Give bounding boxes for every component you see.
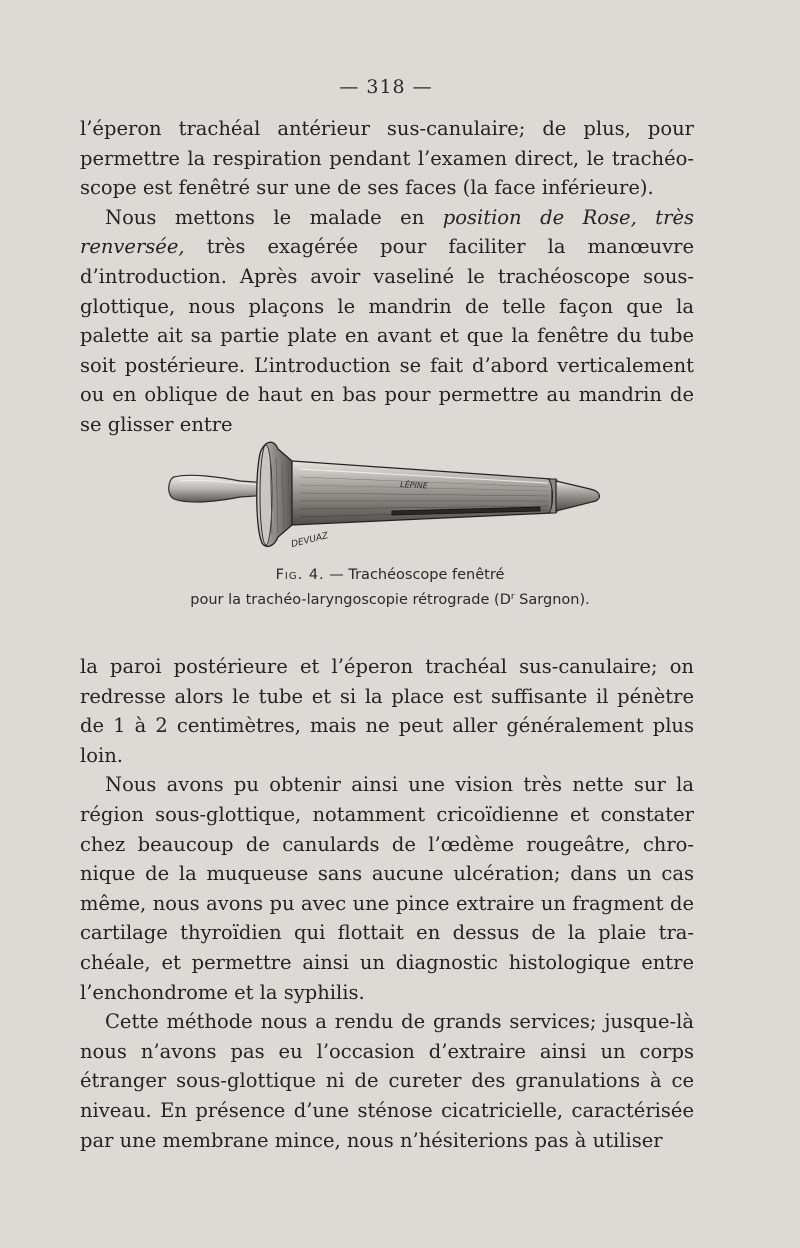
tube-body xyxy=(292,461,559,525)
figure-caption-line1 xyxy=(80,567,700,583)
maker-engraving: LÉPINE xyxy=(399,480,429,491)
caption-line2-start: pour la trachéo-laryngoscopie rétrograde (D xyxy=(190,592,511,608)
page-number: — 318 — xyxy=(339,76,433,98)
paragraph-redresse: la paroi postérieure et l’éperon trachéal sus-canulaire; on redresse alors le tube et si la place est suffisante il pénètre de 1 à 2 centimètres, mais ne peut aller généralement plus loin. xyxy=(80,655,694,767)
paragraph-vision: Nous avons pu obtenir ainsi une vision très nette sur la région sous-glottique, notamment cricoïdienne et constater chez beaucoup de canulards de l’œdème rougeâtre, chro-nique de la muqueuse sans aucune ulcération; dans un cas même, nous avons pu avec une pince extraire un fragment de cartilage thyroïdien qui flottait en dessus de la plaie tra-chéale, et permettre ainsi un diagnostic histologique entre l’enchondrome et la syphilis. xyxy=(80,773,694,1004)
figure-label: Fig. 4. xyxy=(275,567,325,583)
figure-caption-title: — Trachéoscope fenêtré xyxy=(324,567,505,583)
paragraph-position-start: Nous mettons le malade en xyxy=(105,205,443,229)
tube-tip xyxy=(556,481,599,511)
caption-superscript: r xyxy=(510,592,515,602)
engraver-signature: DEVUAZ xyxy=(290,531,330,550)
mandrin-handle xyxy=(169,475,270,502)
figure-caption-line2 xyxy=(80,592,700,608)
top-text-block xyxy=(80,114,694,440)
caption-line2-end: Sargnon). xyxy=(514,592,590,608)
paragraph-continuation: l’éperon trachéal antérieur sus-canulaire; de plus, pour permettre la respiration pendant l’examen direct, le trachéo-scope est fenêtré sur une de ses faces (la face inférieure). xyxy=(80,117,694,200)
paragraph-methode: Cette méthode nous a rendu de grands services; jusque-là nous n’avons pas eu l’occasion d’extraire ainsi un corps étranger sous-glottique ni de cureter des granulations à ce niveau. En présence d’une sténose cicatricielle, caractérisée par une membrane mince, nous n’hésiterions pas à utiliser xyxy=(80,1010,694,1152)
paragraph-position xyxy=(80,203,694,440)
position-de-rose-emphasis: position de Rose, très renversée, xyxy=(80,205,694,259)
tracheoscope-illustration xyxy=(160,425,620,560)
bottom-text-block xyxy=(80,652,694,1155)
paragraph-position-rest: très exagérée pour faciliter la manœuvre d’introduction. Après avoir vaseliné le trachéoscope sous-glottique, nous plaçons le mandrin de telle façon que la palette ait sa partie plate en avant et que la fenêtre du tube soit postérieure. L’introduction se fait d’abord verticalement ou en oblique de haut en bas pour permettre au mandrin de se glisser entre xyxy=(80,235,694,436)
tube-funnel xyxy=(257,442,292,546)
